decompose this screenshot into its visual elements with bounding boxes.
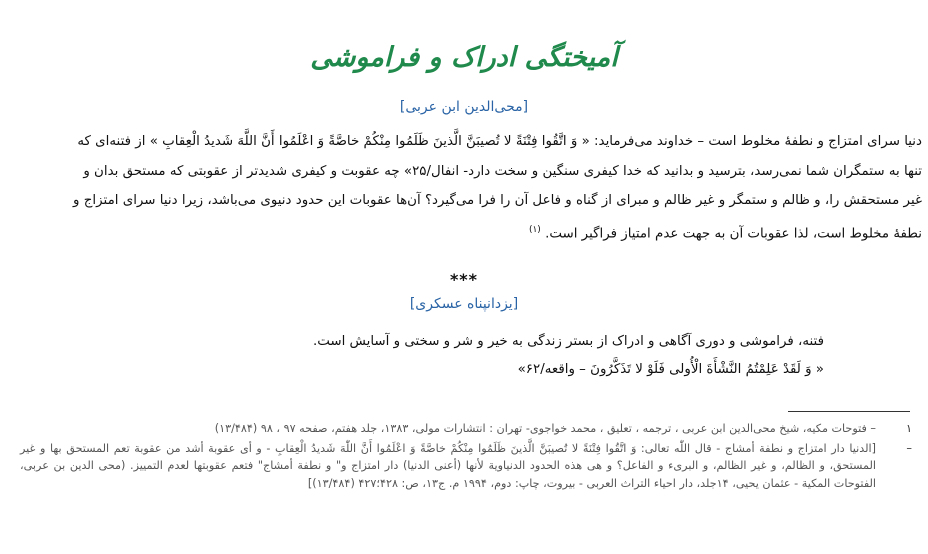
paragraph-line [14, 216, 922, 249]
page-title: آمیختگی ادراک و فراموشی [310, 42, 618, 73]
paragraph-yazdanpanah [104, 328, 824, 384]
footnote-divider [788, 411, 910, 412]
author-label-yazdanpanah: [یزدانپناه عسکری] [409, 296, 519, 312]
footnote-marker[interactable]: (۱) [528, 224, 541, 235]
footnote-number: ۱ [905, 422, 912, 435]
author-label-ibn-arabi: [محی‌الدین ابن عربی] [399, 99, 529, 115]
footnote-item [20, 420, 912, 438]
paragraph-line: غیر مستحقش را، و ظالم و ستمگر و غیر ظالم و مبرای از گناه و فاعل آن را فرا می‌گیرد؟ آن‌ها عقوبات این حدود دنیوی می‌باشد، زیرا دنیا سرای امتزاج و [73, 193, 922, 209]
footnote-text: [الدنیا دار امتزاج و نطفة أمشاج - قال اللّٰه تعالی: وَ اتَّقُوا فِتْنَةً لا تُصیبَنَّ الَّذینَ ظَلَمُوا مِنْكُمْ خاصَّةً وَ اعْلَمُوا أَنَّ اللّٰهَ شَدیدُ الْعِقابِ - و أی عقوبة أشد من عقوبة تعم المستحق بها و غیر المستحق، و الظالم، و غیر الظالم، و البریء و الفاعل؟ و هی هذه الحدود الدنیاویة لأنها (أعنی الدنیا) دار امتزاج و" و نطفة أمشاج" فتعم عقوبتها لعدم التمییز. (محی الدین بن عربی، الفتوحات المکیة - عثمان یحیی، ۱۴جلد، دار احیاء التراث العربی - بیروت، چاپ: دوم، ۱۹۹۴ م. ج۱۳، ص: ۴۲۸؛۴۲۷ (۱۳/۴۸۴)] [20, 441, 876, 490]
paragraph-line: فتنه، فراموشی و دوری آگاهی و ادراک از بستر زندگی به خیر و شر و سختی و آسایش است. [312, 334, 824, 349]
footnotes [20, 420, 912, 494]
paragraph-ibn-arabi [14, 127, 922, 249]
footnote-text: – فتوحات مکیه، شیخ محی‌الدین ابن عربی ، ترجمه ، تعلیق ، محمد خواجوی- تهران : انتشارات مولی، ۱۳۸۳، جلد هفتم، صفحه ۹۷ ، ۹۸ (۱۳/۴۸۴) [214, 422, 876, 435]
paragraph-line-text: نطفهٔ مخلوط است، لذا عقوبات آن به جهت عدم امتیاز فراگیر است. [545, 226, 922, 242]
footnote-number: – [906, 441, 912, 455]
paragraph-line: تنها به ستمگران شما نمی‌رسد، بترسید و بدانید که خدا کیفری سنگین و سخت دارد- انفال/۲۵» چه عقوبت و کیفری شدیدتر از عقوبتی که مستحق بدان و [83, 163, 922, 179]
section-separator: *** [449, 270, 479, 289]
footnote-item [20, 440, 912, 493]
quran-verse: « وَ لَقَدْ عَلِمْتُمُ النَّشْأَةَ الْأُولى فَلَوْ لا تَذَكَّرُونَ – واقعه/۶۲» [517, 362, 824, 377]
paragraph-line: دنیا سرای امتزاج و نطفهٔ مخلوط است – خداوند می‌فرماید: « وَ اتَّقُوا فِتْنَةً لا تُصیبَنَّ الَّذینَ ظَلَمُوا مِنْكُمْ خاصَّةً وَ اعْلَمُوا أَنَّ اللَّهَ شَدیدُ الْعِقابِ » از فتنه‌ای که [77, 134, 922, 149]
